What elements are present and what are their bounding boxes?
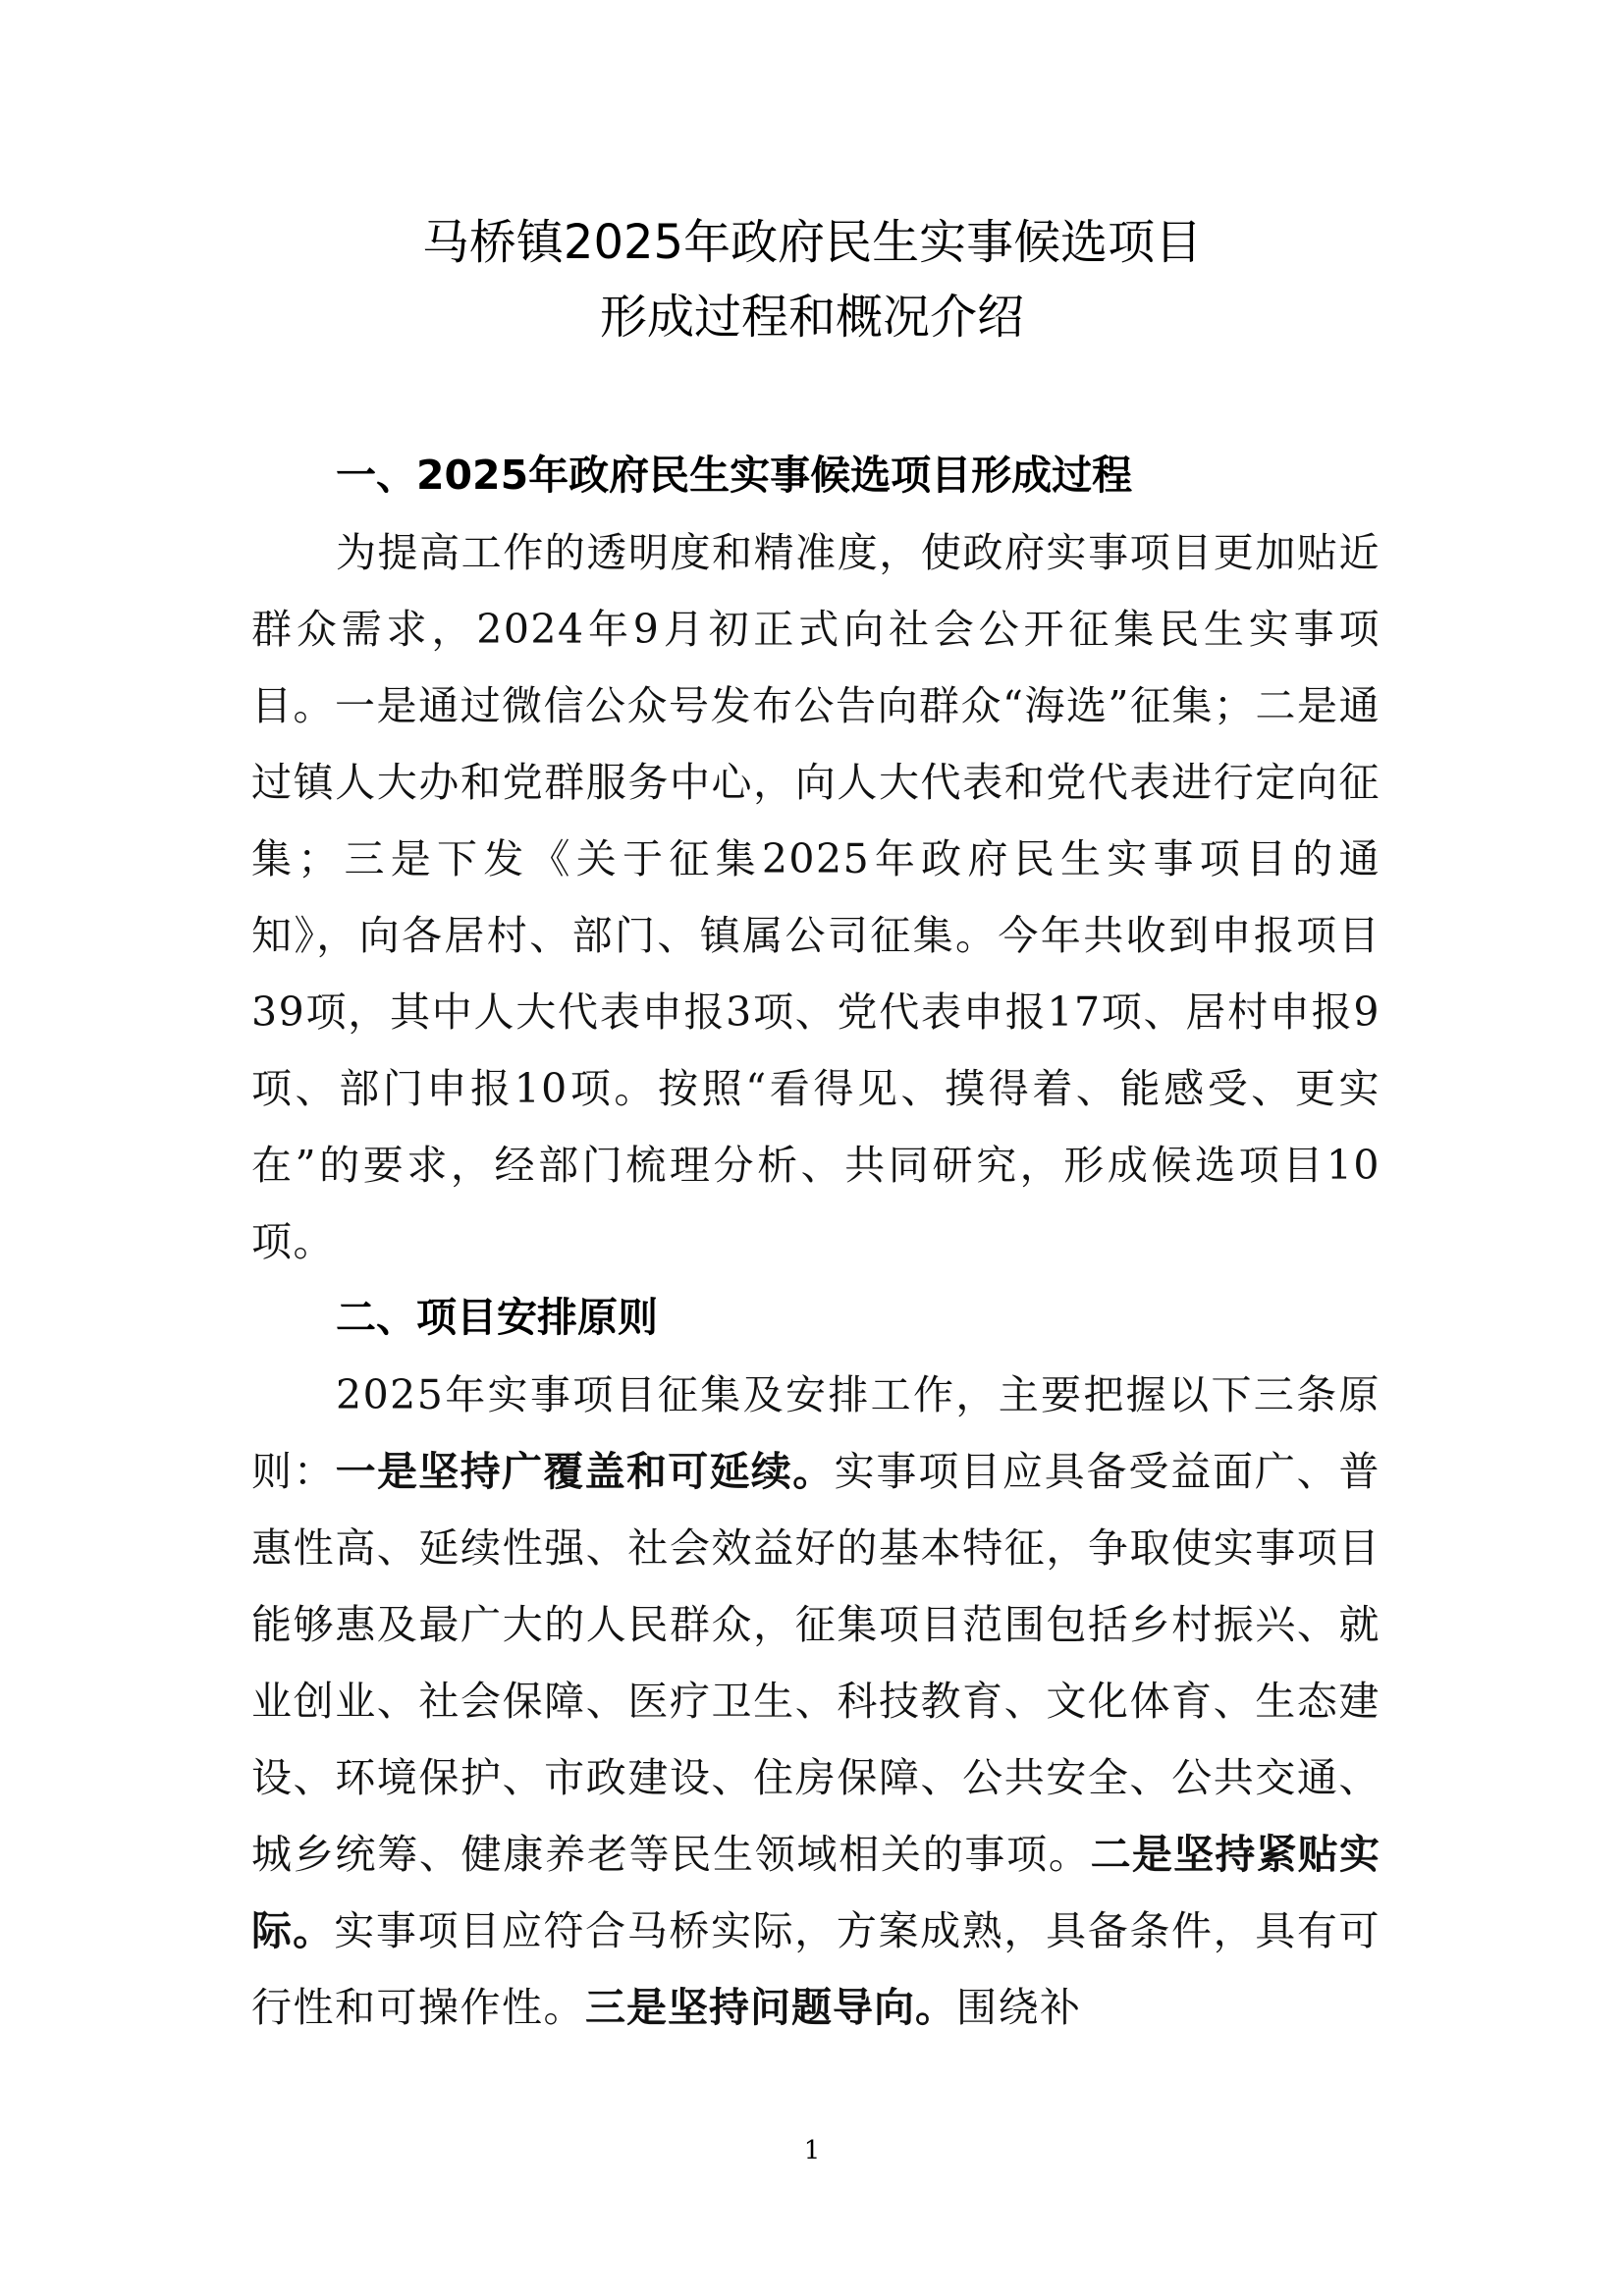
principle-1-text: 实事项目应具备受益面广、普惠性高、延续性强、社会效益好的基本特征，争取使实事项目能够惠及最广大的人民群众，征集项目范围包括乡村振兴、就业创业、社会保障、医疗卫生、科技教育、文化体育、生态建设、环境保护、市政建设、住房保障、公共安全、公共交通、城乡统筹、健康养老等民生领域相关的事项。 [251,1448,1380,1878]
principle-1-title: 一是坚持广覆盖和可延续。 [335,1448,835,1495]
section-1-paragraph: 为提高工作的透明度和精准度，使政府实事项目更加贴近群众需求，2024年9月初正式向社会公开征集民生实事项目。一是通过微信公众号发布公告向群众“海选”征集；二是通过镇人大办和党群服务中心，向人大代表和党代表进行定向征集；三是下发《关于征集2025年政府民生实事项目的通知》，向各居村、部门、镇属公司征集。今年共收到申报项目39项，其中人大代表申报3项、党代表申报17项、居村申报9项、部门申报10项。按照“看得见、摸得着、能感受、更实在”的要求，经部门梳理分析、共同研究，形成候选项目10项。 [251,529,1380,1265]
principle-2-title: 二是坚持紧贴实际。 [251,1831,1381,1954]
section-2-paragraph [251,1357,1380,2046]
section-2-heading: 二、项目安排原则 [336,1294,658,1341]
principle-3-text: 围绕补 [956,1984,1082,2031]
principle-2-text: 实事项目应符合马桥实际，方案成熟，具备条件，具有可行性和可操作性。 [251,1907,1381,2031]
page-number: 1 [803,2136,821,2165]
principles-intro: 2025年实事项目征集及安排工作，主要把握以下三条原则： [251,1371,1380,1495]
document-title-line-2: 形成过程和概况介绍 [599,290,1024,345]
section-1-heading: 一、2025年政府民生实事候选项目形成过程 [336,452,1133,499]
principle-3-title: 三是坚持问题导向。 [585,1984,956,2031]
document-title-line-1: 马桥镇2025年政府民生实事候选项目 [421,215,1203,270]
